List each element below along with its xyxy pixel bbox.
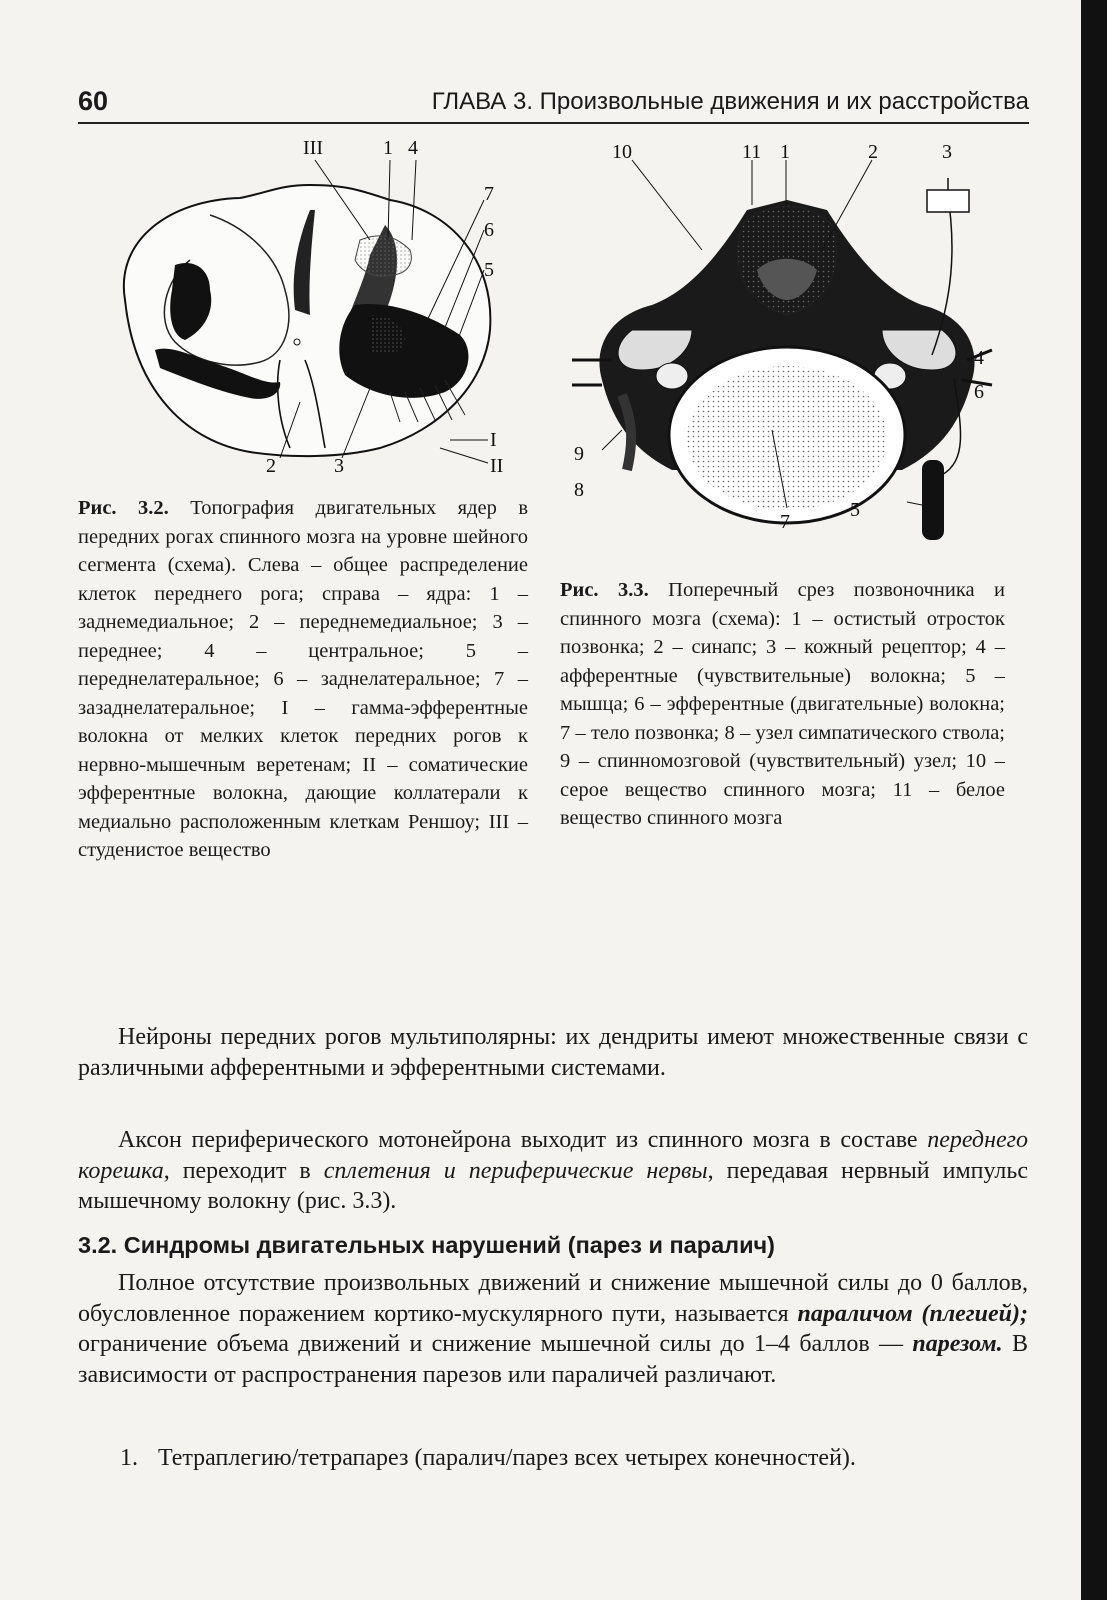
figure-3-2-caption-label: Рис. 3.2. [78,497,169,519]
fig33-label-3: 3 [942,141,952,163]
section-paragraph [78,1268,1028,1390]
section-paragraph-part3: В зависимости от распространения парезов или параличей различают. [78,1331,1028,1388]
figure-3-3-caption [560,576,1005,833]
fig32-label-3: 3 [334,455,344,477]
fig33-label-7: 7 [780,511,790,533]
figure-3-3-caption-text: Поперечный срез позвоночника и спинного мозга (схема): 1 – остистый отросток позвонка; 2 – синапс; 3 – кожный рецептор; 4 – афферентные (чувствительные) волокна; 5 – мышца; 6 – эфферентные (двигательные) волокна; 7 – тело позвонка; 8 – узел симпатического ствола; 9 – спинномозговой (чувствительный) узел; 10 – серое вещество спинного мозга; 11 – белое вещество спинного мозга [560,579,1005,829]
fig33-label-9: 9 [574,443,584,465]
figure-3-2-spinal-cord-diagram [100,130,520,492]
fig33-label-1: 1 [780,141,790,163]
paragraph-2-part3: , передавая нервный импульс мышечному волокну (рис. 3.3). [78,1157,1028,1214]
fig32-label-5: 5 [484,259,494,281]
fig32-label-III: III [303,137,323,159]
section-paragraph-part2: ограничение объема движений и снижение мышечной силы до 1–4 баллов — [78,1331,913,1357]
fig33-label-8: 8 [574,479,584,501]
figure-3-2-caption-text: Топография двигательных ядер в передних рогах спинного мозга на уровне шейного сегмента (схема). Слева – общее распределение клеток переднего рога; справа – ядра: 1 – заднемедиальное; 2 – переднемедиальное; 3 – переднее; 4 – центральное; 5 – переднелатеральное; 6 – заднелатеральное; 7 – зазаднелатеральное; I – гамма-эфферентные волокна от мелких клеток передних рогов к нервно-мышечным веретенам; II – соматические эфферентные волокна, дающие коллатерали к медиально расположенным клеткам Реншоу; III – студенистое вещество [78,497,529,861]
section-paragraph-emph1: параличом (плегией); [797,1300,1028,1327]
fig33-label-4: 4 [974,347,984,369]
running-title: ГЛАВА 3. Произвольные движения и их расстройства [431,88,1029,115]
list-item-number: 1. [120,1445,138,1471]
figure-3-3-spine-cross-section [572,130,1002,550]
fig32-label-I: I [490,429,497,451]
fig33-label-11: 11 [742,141,762,163]
paragraph-2-emph2: сплетения и периферические нервы [323,1157,708,1184]
fig32-label-4: 4 [408,137,418,159]
paragraph-2-emph1: переднего корешка [78,1127,1028,1184]
section-heading: 3.2. Синдромы двигательных нарушений (парез и паралич) [78,1232,776,1258]
paragraph-1: Нейроны передних рогов мультиполярны: их дендриты имеют множественные связи с различными афферентными и эфферентными системами. [78,1024,1028,1081]
figure-3-3-caption-label: Рис. 3.3. [560,579,649,601]
page-number: 60 [78,86,109,116]
page-header [78,86,1029,124]
fig33-label-10: 10 [612,141,632,163]
paragraph-2-part2: , переходит в [163,1157,324,1184]
fig32-label-II: II [490,455,504,477]
list-item-text: Тетраплегию/тетрапарез (паралич/парез всех четырех конечностей). [158,1445,856,1471]
fig32-label-6: 6 [484,219,494,241]
paragraph-axon [78,1125,1028,1217]
section-paragraph-emph2: парезом. [912,1331,1003,1357]
fig33-label-2: 2 [868,141,878,163]
fig33-label-6: 6 [974,381,984,403]
fig32-label-2: 2 [266,455,276,477]
paragraph-2-part1: Аксон периферического мотонейрона выходит из спинного мозга в составе [118,1127,928,1153]
fig32-label-1: 1 [383,137,393,159]
scan-edge-bar [1081,0,1107,1600]
fig32-label-7: 7 [484,183,494,205]
figure-3-2-caption [78,494,528,865]
paragraph-neurons [78,1022,1028,1083]
section-paragraph-part1: Полное отсутствие произвольных движений и снижение мышечной силы до 0 баллов, обусловленное поражением кортико-мускулярного пути, называется [78,1270,1028,1327]
fig33-label-5: 5 [850,499,860,521]
